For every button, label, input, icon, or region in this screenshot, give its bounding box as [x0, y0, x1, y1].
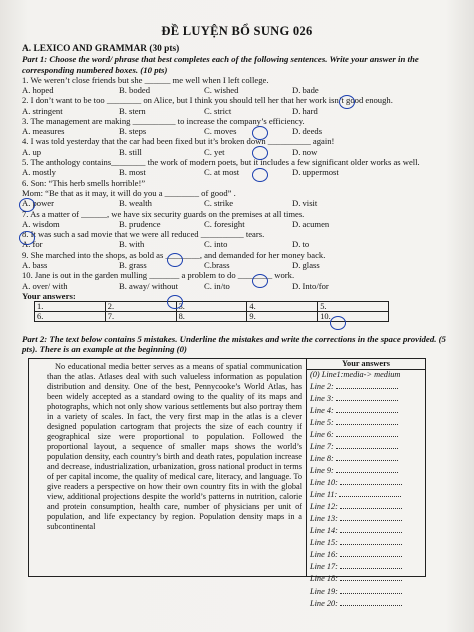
- answer-blank[interactable]: [340, 585, 402, 594]
- answer-line-label: Line 12:: [310, 502, 338, 512]
- answer-option[interactable]: A. wisdom: [22, 218, 60, 229]
- answer-line[interactable]: [307, 512, 425, 524]
- answer-line[interactable]: [307, 524, 425, 536]
- answer-cell[interactable]: 2.: [105, 302, 176, 312]
- answer-line[interactable]: [307, 585, 425, 597]
- answer-line-label: Line 9:: [310, 466, 334, 476]
- answer-line-label: Line 15:: [310, 538, 338, 548]
- answers-header: Your answers: [307, 359, 425, 370]
- circle-mark: [330, 316, 346, 330]
- answer-line[interactable]: [307, 536, 425, 548]
- answer-blank[interactable]: [336, 452, 398, 461]
- worksheet-content: [22, 44, 462, 608]
- question-stem: 4. I was told yesterday that the car had been fixed but it’s broken down __________ again!: [22, 136, 335, 147]
- answer-blank[interactable]: [336, 404, 398, 413]
- answer-option[interactable]: B. with: [119, 239, 145, 250]
- question-stem: 10. Jane is out in the garden mulling _______ a problem to do ________ work.: [22, 270, 295, 281]
- passage-text: No educational media better serves as a means of spatial communication than the atlas. Atlases deal with such valueless information as population distribution and density. One of the best, Pennycooke’s World Atlas, has been widely accepted as a standard owing to the quality of its maps and photographs, which not only show various settlements but also portray them in a variety of scales. In fact, the very first map in the atlas is a clever designed population cartogram that projects the size of each country if geographical size were proportional to population. Followed the proportional layout, a sequence of smaller maps shows the world’s population density, each country’s birth and death rates, population increase and decrease, industrialization, urbanization, gross national product in terms of per capital income, the quality of medical care, literacy, and language. To give readers a perspective on how their own country fits in with the global view, additional projections despite the world’s patterns in nutrition, calorie and protein consumption, health care, number of physicians per unit of population, and life expectancy by region. Population density maps in a subcontinental: [47, 361, 302, 532]
- question-stem: 6. Son: “This herb smells horrible!”: [22, 177, 146, 188]
- answer-option[interactable]: D. bade: [292, 85, 319, 95]
- answer-line[interactable]: [307, 440, 425, 452]
- answer-line-label: Line 10:: [310, 478, 338, 488]
- answer-option[interactable]: B. steps: [119, 126, 147, 137]
- answer-option[interactable]: B. away/ without: [119, 280, 178, 291]
- answer-option[interactable]: C. at most: [204, 167, 240, 178]
- answer-option[interactable]: B. most: [119, 167, 146, 178]
- answer-cell[interactable]: 8.: [176, 312, 247, 322]
- answer-line[interactable]: [307, 404, 425, 416]
- option-row: [22, 219, 462, 229]
- circle-mark: [19, 198, 35, 212]
- circle-mark: [252, 274, 268, 288]
- answer-line-label: Line 3:: [310, 393, 334, 403]
- answer-option[interactable]: A. power: [22, 198, 54, 209]
- answer-blank[interactable]: [336, 464, 398, 473]
- answer-cell[interactable]: 6.: [35, 312, 106, 322]
- circle-mark: [339, 95, 355, 109]
- answer-blank[interactable]: [340, 597, 402, 606]
- circle-mark: [252, 126, 268, 140]
- answer-option[interactable]: A. bass: [22, 260, 48, 271]
- answer-option[interactable]: A. up: [22, 146, 42, 157]
- part2-instructions: Part 2: The text below contains 5 mistakes. Underline the mistakes and write the corrections in the space provided. (5 pts). There is an example at the beginning (0): [22, 334, 446, 355]
- answer-option[interactable]: D. glass: [292, 260, 320, 271]
- answer-line[interactable]: [307, 572, 425, 584]
- answer-line[interactable]: [307, 380, 425, 392]
- answer-blank[interactable]: [340, 548, 402, 557]
- question-list: [22, 75, 462, 291]
- section-heading: A. LEXICO AND GRAMMAR (30 pts): [22, 44, 180, 54]
- answer-line-label: Line 14:: [310, 526, 338, 536]
- answer-line-label: Line 4:: [310, 405, 334, 415]
- question-stem: 8. It was such a sad movie that we were all reduced __________ tears.: [22, 229, 265, 240]
- answer-cell[interactable]: 1.: [35, 302, 106, 312]
- answer-line-label: Line 7:: [310, 441, 334, 451]
- answer-option[interactable]: C. foresight: [204, 218, 245, 229]
- answer-option[interactable]: B. prudence: [119, 218, 161, 229]
- answer-blank[interactable]: [340, 524, 402, 533]
- error-passage: [28, 358, 307, 577]
- answer-option[interactable]: D. uppermost: [292, 167, 339, 178]
- answer-line[interactable]: [307, 597, 425, 609]
- your-answers-label: Your answers:: [22, 290, 76, 301]
- answer-option[interactable]: B. wealth: [119, 198, 152, 209]
- answer-line-label: Line 17:: [310, 562, 338, 572]
- answer-blank[interactable]: [340, 536, 402, 545]
- answer-cell[interactable]: 9.: [247, 312, 318, 322]
- answer-line[interactable]: [307, 500, 425, 512]
- answer-blank[interactable]: [340, 476, 402, 485]
- answer-option[interactable]: C. in/to: [204, 280, 230, 291]
- question-stem: 1. We weren’t close friends but she ______ me well when I left college.: [22, 74, 269, 85]
- question-stem: 7. As a matter of ______, we have six security guards on the premises at all times.: [22, 208, 305, 219]
- answer-line[interactable]: [307, 560, 425, 572]
- answer-line[interactable]: [307, 464, 425, 476]
- answer-line-label: Line 19:: [310, 586, 338, 596]
- answer-line-label: Line 11:: [310, 490, 338, 500]
- answer-option[interactable]: A. mostly: [22, 167, 56, 178]
- answer-option[interactable]: A. for: [22, 239, 43, 250]
- answer-option[interactable]: B. stern: [119, 105, 146, 116]
- question-stem-continued: Mom: “Be that as it may, it will do you a ________ of good” .: [22, 187, 236, 198]
- answer-option[interactable]: A. over/ with: [22, 280, 68, 291]
- answer-option[interactable]: C. strike: [204, 198, 234, 209]
- answer-blank[interactable]: [336, 440, 398, 449]
- part1-instructions: Part 1: Choose the word/ phrase that best completes each of the following sentences. Write your answer in the corresponding numbered boxes. (10 pts): [22, 54, 419, 75]
- option-row: [22, 147, 462, 157]
- answer-option[interactable]: C.brass: [204, 260, 230, 271]
- answer-line-label: Line 6:: [310, 429, 334, 439]
- answer-blank[interactable]: [339, 488, 401, 497]
- answer-cell[interactable]: 3.: [176, 302, 247, 312]
- answer-line[interactable]: [307, 452, 425, 464]
- answer-line-label: Line 18:: [310, 574, 338, 584]
- answer-line[interactable]: [307, 548, 425, 560]
- question-stem: 3. The management are making __________ to increase the company’s efficiency.: [22, 115, 305, 126]
- answer-option[interactable]: A. measures: [22, 126, 65, 137]
- question-stem: 5. The anthology contains________ the work of modern poets, but it includes a few significant older works as well.: [22, 157, 420, 168]
- answer-line-label: Line 16:: [310, 550, 338, 560]
- answer-cell[interactable]: 7.: [105, 312, 176, 322]
- answer-blank[interactable]: [340, 500, 402, 509]
- answer-option[interactable]: D. visit: [292, 198, 318, 209]
- option-row: [22, 106, 462, 116]
- answer-example: (0) Line1:media-> medium: [310, 369, 401, 379]
- option-row: [22, 260, 462, 270]
- worksheet-title: ĐỀ LUYỆN BỔ SUNG 026: [161, 24, 313, 38]
- answer-option[interactable]: B. grass: [119, 260, 147, 271]
- answer-blank[interactable]: [340, 572, 402, 581]
- answer-option[interactable]: D. Into/for: [292, 280, 329, 291]
- answer-option[interactable]: C. yet: [204, 146, 225, 157]
- answer-line[interactable]: [307, 416, 425, 428]
- circle-mark: [252, 146, 268, 160]
- answer-line-label: Line 2:: [310, 381, 334, 391]
- part2-box: [28, 358, 462, 608]
- option-row: [22, 167, 462, 177]
- circle-mark: [252, 168, 268, 182]
- circle-mark: [167, 295, 183, 309]
- answer-option[interactable]: D. acumen: [292, 218, 330, 229]
- answer-option[interactable]: A. stringent: [22, 105, 63, 116]
- answer-option[interactable]: C. wished: [204, 85, 239, 95]
- answer-lines: [307, 380, 425, 609]
- answer-cell[interactable]: 10.: [318, 312, 389, 322]
- answer-blank[interactable]: [340, 560, 402, 569]
- option-row: [22, 239, 462, 249]
- answer-blank[interactable]: [336, 392, 398, 401]
- option-row: [22, 281, 462, 291]
- answer-option[interactable]: D. hard: [292, 105, 318, 116]
- answer-option[interactable]: C. moves: [204, 126, 237, 137]
- circle-mark: [167, 253, 183, 267]
- answer-line-label: Line 8:: [310, 454, 334, 464]
- answer-option[interactable]: B. still: [119, 146, 142, 157]
- answer-option[interactable]: D. now: [292, 146, 318, 157]
- answer-blank[interactable]: [340, 512, 402, 521]
- question-stem: 9. She marched into the shops, as bold as ________, and demanded for her money back.: [22, 249, 326, 260]
- option-row: [22, 126, 462, 136]
- answer-line[interactable]: [307, 392, 425, 404]
- answer-option[interactable]: D. deeds: [292, 126, 323, 137]
- answer-option[interactable]: D. to: [292, 239, 310, 250]
- answer-line-label: Line 13:: [310, 514, 338, 524]
- answer-blank[interactable]: [336, 428, 398, 437]
- answer-line-label: Line 20:: [310, 598, 338, 608]
- answer-option[interactable]: C. into: [204, 239, 228, 250]
- answer-line[interactable]: [307, 428, 425, 440]
- question-stem: 2. I don’t want to be too ________ on Alice, but I think you should tell her that her work isn’t good enough.: [22, 95, 393, 106]
- answer-blank[interactable]: [336, 380, 398, 389]
- option-row: [22, 198, 462, 208]
- answer-line-label: Line 5:: [310, 417, 334, 427]
- circle-mark: [19, 231, 35, 245]
- answer-blank[interactable]: [336, 416, 398, 425]
- answer-option[interactable]: A. hoped: [22, 85, 54, 95]
- answer-option[interactable]: B. boded: [119, 85, 151, 95]
- answer-line[interactable]: [307, 488, 425, 500]
- answers-column: [307, 358, 426, 608]
- answer-cell[interactable]: 5.: [318, 302, 389, 312]
- answer-line[interactable]: [307, 476, 425, 488]
- answer-option[interactable]: C. strict: [204, 105, 232, 116]
- option-row: [22, 85, 462, 95]
- answer-cell[interactable]: 4.: [247, 302, 318, 312]
